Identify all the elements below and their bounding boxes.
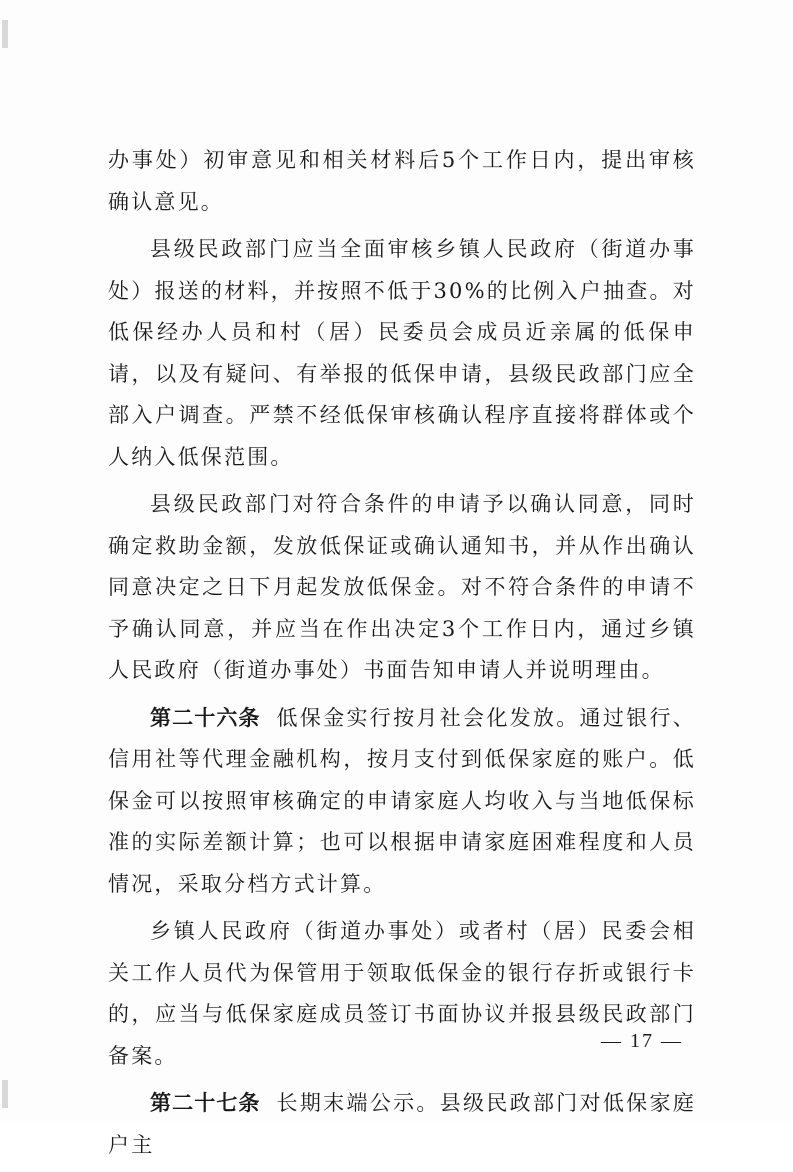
paragraph-1 — [108, 140, 696, 223]
page-number: — 17 — — [601, 1030, 683, 1052]
paragraph-text: 县级民政部门对符合条件的申请予以确认同意，同时确定救助金额，发放低保证或确认通知书，并从作出确认同意决定之日下月起发放低保金。对不符合条件的申请不予确认同意，并应当在作出决定3个工作日内，通过乡镇人民政府（街道办事处）书面告知申请人并说明理由。 — [108, 492, 696, 682]
scan-edge-mark — [2, 1080, 8, 1108]
paragraph-text: 长期末端公示。县级民政部门对低保家庭户主 — [108, 1091, 696, 1157]
paragraph-2 — [108, 229, 696, 478]
scan-edge-mark — [2, 20, 8, 48]
paragraph-text: 乡镇人民政府（街道办事处）或者村（居）民委会相关工作人员代为保管用于领取低保金的银行存折或银行卡的，应当与低保家庭成员签订书面协议并报县级民政部门备案。 — [108, 919, 696, 1068]
paragraph-text: 县级民政部门应当全面审核乡镇人民政府（街道办事处）报送的材料，并按照不低于30%的比例入户抽查。对低保经办人员和村（居）民委员会成员近亲属的低保申请，以及有疑问、有举报的低保申请，县级民政部门应全部入户调查。严禁不经低保审核确认程序直接将群体或个人纳入低保范围。 — [108, 237, 696, 469]
article-title: 第二十七条 — [150, 1091, 261, 1115]
paragraph-3 — [108, 484, 696, 692]
document-body — [108, 140, 696, 1172]
article-27-paragraph — [108, 1083, 696, 1166]
paragraph-text: 办事处）初审意见和相关材料后5个工作日内，提出审核确认意见。 — [108, 148, 696, 214]
article-26-paragraph — [108, 698, 696, 906]
article-title: 第二十六条 — [150, 705, 261, 730]
paragraph-text: 低保金实行按月社会化发放。通过银行、信用社等代理金融机构，按月支付到低保家庭的账户。低保金可以按照审核确定的申请家庭人均收入与当地低保标准的实际差额计算；也可以根据申请家庭困难程度和人员情况，采取分档方式计算。 — [108, 705, 696, 896]
